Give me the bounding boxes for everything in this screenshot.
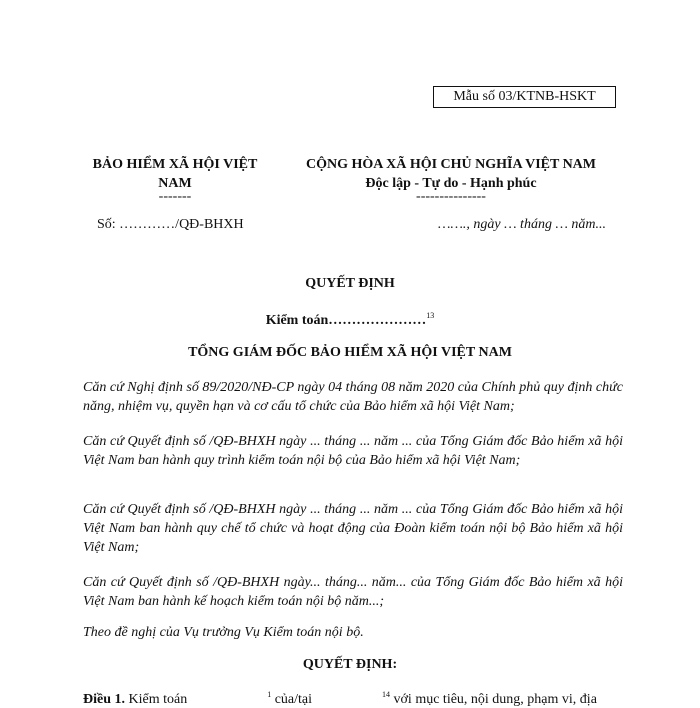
article-1-text-c: với mục tiêu, nội dung, phạm vi, địa	[390, 692, 597, 707]
subject-text: Kiểm toán…………………	[265, 313, 427, 328]
issue-date: ……., ngày … tháng … năm...	[438, 217, 607, 232]
org-name-line2: NAM	[158, 176, 192, 191]
document-subject	[0, 311, 700, 329]
issuing-organization	[60, 155, 290, 203]
form-code-box	[433, 86, 616, 108]
article-1-label: Điều 1.	[83, 692, 125, 707]
subject-footnote-ref: 13	[426, 311, 435, 320]
country-name: CỘNG HÒA XÃ HỘI CHỦ NGHĨA VIỆT NAM	[305, 157, 596, 172]
document-number: Số: …………/QĐ-BHXH	[97, 217, 244, 232]
article-1-note-b: 14	[382, 690, 391, 699]
document-title: QUYẾT ĐỊNH	[305, 276, 395, 291]
issuing-authority: TỔNG GIÁM ĐỐC BẢO HIỂM XÃ HỘI VIỆT NAM	[188, 345, 512, 360]
national-motto: Độc lập - Tự do - Hạnh phúc	[365, 176, 537, 191]
legal-basis-paragraph: Căn cứ Quyết định số /QĐ-BHXH ngày... tháng... năm... của Tổng Giám đốc Bảo hiểm xã hội Việt Nam ban hành kế hoạch kiểm toán nội bộ năm...;	[83, 575, 623, 609]
article-1-text-b: của/tại	[271, 692, 313, 707]
article-1	[83, 690, 597, 708]
decision-heading: QUYẾT ĐỊNH:	[302, 657, 398, 672]
legal-basis-paragraph: Căn cứ Quyết định số /QĐ-BHXH ngày ... tháng ... năm ... của Tổng Giám đốc Bảo hiểm xã hội Việt Nam ban hành quy trình kiểm toán nội bộ của Bảo hiểm xã hội Việt Nam;	[83, 434, 623, 468]
org-divider: -------	[158, 189, 192, 204]
national-header	[288, 155, 614, 203]
form-code: Mẫu số 03/KTNB-HSKT	[453, 89, 596, 104]
article-1-text-a: Kiểm toán	[125, 692, 188, 707]
org-name-line1: BẢO HIỂM XÃ HỘI VIỆT	[92, 157, 258, 172]
legal-basis-paragraph: Căn cứ Quyết định số /QĐ-BHXH ngày ... tháng ... năm ... của Tổng Giám đốc Bảo hiểm xã hội Việt Nam ban hành quy chế tổ chức và hoạt động của Đoàn kiểm toán nội bộ Bảo hiểm xã hội Việt Nam;	[83, 502, 623, 555]
legal-basis-paragraph: Căn cứ Nghị định số 89/2020/NĐ-CP ngày 04 tháng 08 năm 2020 của Chính phủ quy định chức năng, nhiệm vụ, quyền hạn và cơ cấu tổ chức của Bảo hiểm xã hội Việt Nam;	[83, 380, 623, 414]
proposal-paragraph: Theo đề nghị của Vụ trưởng Vụ Kiểm toán nội bộ.	[83, 625, 364, 640]
motto-divider: ---------------	[416, 189, 486, 204]
article-1-note-a: 1	[267, 690, 272, 699]
